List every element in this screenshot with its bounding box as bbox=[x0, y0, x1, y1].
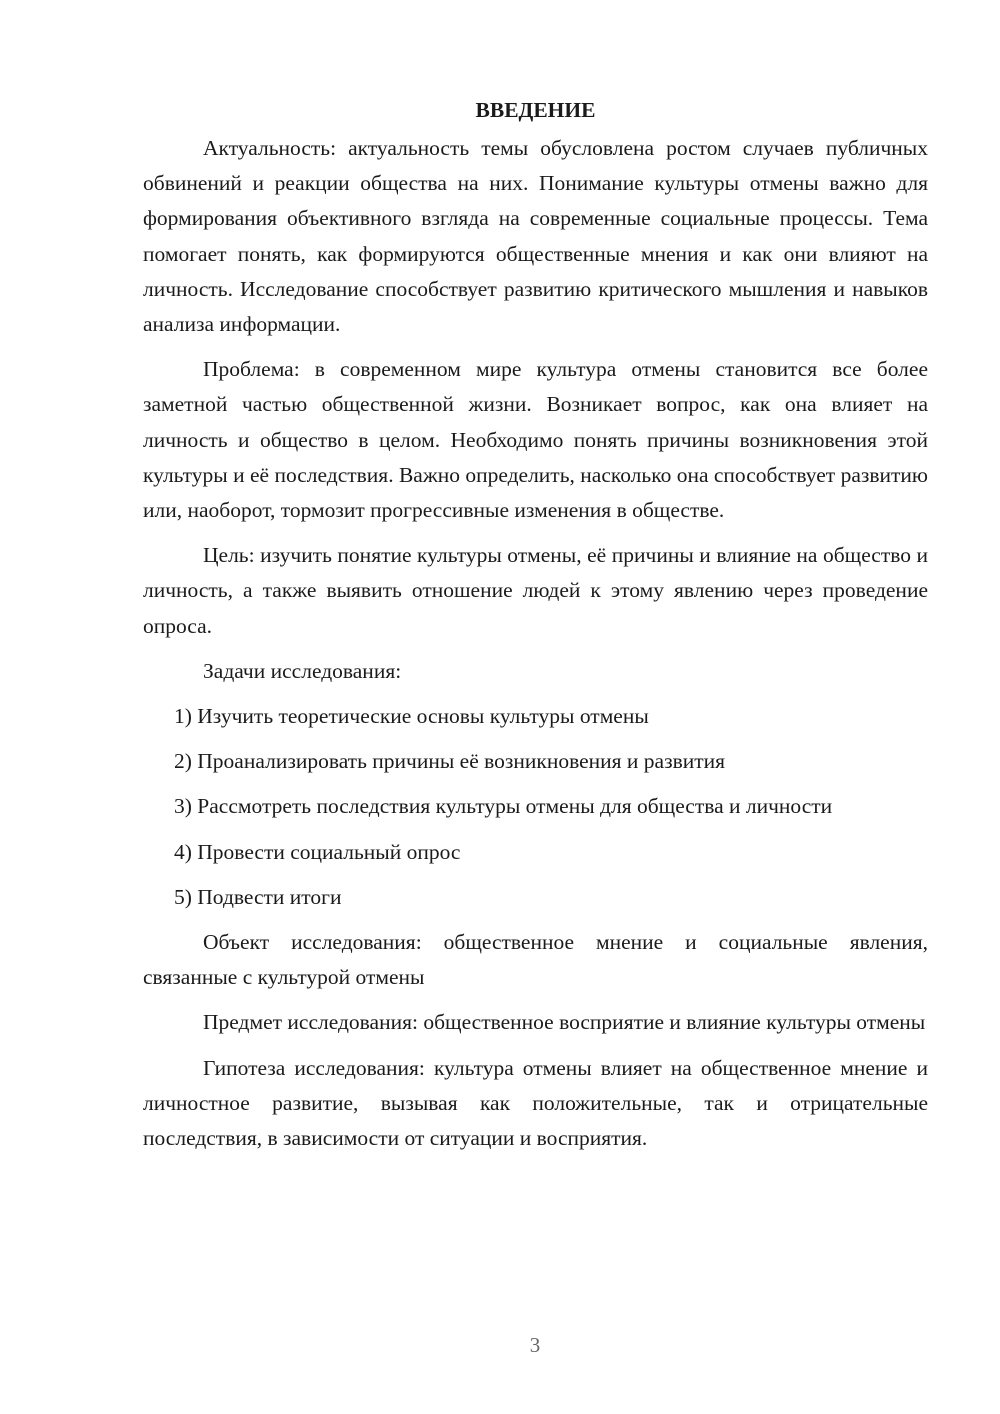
paragraph-subject: Предмет исследования: общественное восприятие и влияние культуры отмены bbox=[203, 1010, 926, 1035]
paragraph-hypothesis: Гипотеза исследования: культура отмены влияет на общественное мнение и личностное развитие, вызывая как положительные, так и отрицательные последствия, в зависимости от ситуации и восприятия. bbox=[143, 1055, 928, 1151]
task-item: 1) Изучить теоретические основы культуры отмены bbox=[174, 704, 649, 729]
section-heading: ВВЕДЕНИЕ bbox=[475, 98, 596, 122]
document-page bbox=[143, 90, 928, 1166]
task-item: 2) Проанализировать причины её возникновения и развития bbox=[174, 749, 726, 774]
task-item: 5) Подвести итоги bbox=[174, 884, 342, 909]
task-item: 4) Провести социальный опрос bbox=[174, 839, 461, 864]
paragraph-object: Объект исследования: общественное мнение и социальные явления, связанные с культурой отмены bbox=[143, 930, 928, 990]
task-item: 3) Рассмотреть последствия культуры отмены для общества и личности bbox=[174, 794, 833, 819]
paragraph-tasks-intro: Задачи исследования: bbox=[203, 658, 402, 683]
paragraph-goal: Цель: изучить понятие культуры отмены, её причины и влияние на общество и личность, а также выявить отношение людей к этому явлению через проведение опроса. bbox=[143, 543, 928, 638]
paragraph-problem: Проблема: в современном мире культура отмены становится все более заметной частью общественной жизни. Возникает вопрос, как она влияет на личность и общество в целом. Необходимо понять причины возникновения этой культуры и её последствия. Важно определить, насколько она способствует развитию или, наоборот, тормозит прогрессивные изменения в обществе. bbox=[143, 357, 928, 523]
page-number: 3 bbox=[529, 1333, 541, 1357]
paragraph-relevance: Актуальность: актуальность темы обусловлена ростом случаев публичных обвинений и реакции общества на них. Понимание культуры отмены важно для формирования объективного взгляда на современные социальные процессы. Тема помогает понять, как формируются общественные мнения и как они влияют на личность. Исследование способствует развитию критического мышления и навыков анализа информации. bbox=[143, 136, 928, 337]
